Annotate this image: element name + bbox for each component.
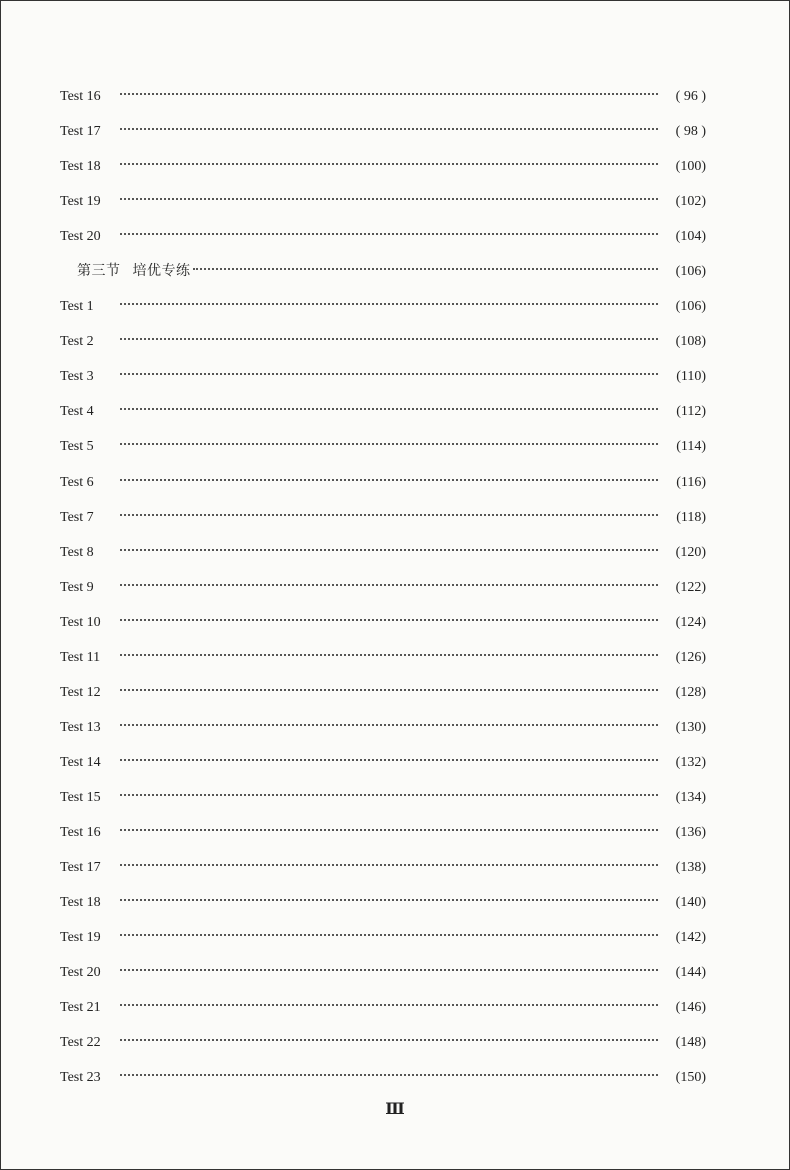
toc-entry[interactable]	[60, 850, 706, 885]
toc-entry[interactable]	[60, 219, 706, 254]
toc-entry-page: (118)	[676, 509, 706, 525]
toc-entry-page: (128)	[675, 684, 706, 700]
toc-entry[interactable]	[60, 500, 706, 535]
toc-entry-page: (150)	[675, 1070, 706, 1086]
toc-entry[interactable]	[60, 640, 706, 675]
toc-entry-page: (140)	[675, 895, 706, 911]
toc-entry[interactable]	[60, 605, 706, 640]
toc-entry[interactable]	[60, 535, 706, 570]
dot-leader	[120, 128, 658, 130]
toc-entry-title: Test 8	[60, 544, 94, 560]
dot-leader	[120, 408, 658, 410]
toc-entry-page: (136)	[675, 824, 706, 840]
toc-entry[interactable]	[60, 1025, 706, 1060]
toc-entry-title: Test 17	[60, 124, 101, 140]
dot-leader	[120, 864, 658, 866]
dot-leader	[120, 514, 658, 516]
dot-leader	[120, 479, 658, 481]
toc-entry[interactable]	[60, 780, 706, 815]
dot-leader	[120, 689, 658, 691]
toc-entry[interactable]	[60, 570, 706, 605]
toc-entry-page: ( 96 )	[675, 89, 706, 104]
toc-entry-title: Test 19	[60, 194, 101, 210]
toc-entry[interactable]	[60, 955, 706, 990]
toc-entry[interactable]	[60, 359, 706, 394]
toc-entry[interactable]	[60, 149, 706, 184]
toc-entry-title: Test 20	[60, 965, 101, 981]
toc-entry-page: (126)	[675, 649, 706, 665]
toc-entry-page: (114)	[676, 439, 706, 455]
section-name: 培优专练	[132, 264, 191, 280]
dot-leader	[120, 1074, 658, 1076]
dot-leader	[120, 163, 658, 165]
toc-entry-title: Test 13	[60, 719, 101, 735]
toc-entry-page: (106)	[675, 299, 706, 315]
table-of-contents	[60, 79, 706, 1095]
toc-entry-page: (100)	[675, 159, 706, 175]
dot-leader	[120, 619, 658, 621]
toc-entry-title: Test 2	[60, 334, 94, 350]
toc-entry-page: (102)	[675, 194, 706, 210]
dot-leader	[120, 373, 658, 375]
toc-entry[interactable]	[60, 289, 706, 324]
dot-leader	[120, 794, 658, 796]
toc-entry[interactable]	[60, 114, 706, 149]
toc-entry-page: (144)	[675, 965, 706, 981]
toc-entry-page: (120)	[675, 544, 706, 560]
dot-leader	[120, 1039, 658, 1041]
toc-entry-title: Test 14	[60, 754, 101, 770]
dot-leader	[120, 829, 658, 831]
toc-entry[interactable]	[60, 815, 706, 850]
dot-leader	[120, 654, 658, 656]
toc-entry-title: Test 3	[60, 369, 94, 385]
toc-entry-page: (148)	[675, 1035, 706, 1051]
toc-entry-title: Test 18	[60, 895, 101, 911]
dot-leader	[120, 584, 658, 586]
dot-leader	[120, 934, 658, 936]
toc-entry-title: Test 16	[60, 89, 101, 104]
toc-entry-title: Test 1	[60, 299, 94, 315]
toc-entry-page: (116)	[676, 474, 706, 490]
toc-entry-page: (130)	[675, 719, 706, 735]
toc-entry-page: (146)	[675, 1000, 706, 1016]
dot-leader	[120, 759, 658, 761]
toc-entry-page: (112)	[676, 404, 706, 420]
toc-entry-title: Test 18	[60, 159, 101, 175]
toc-entry-title: Test 5	[60, 439, 94, 455]
section-title	[60, 254, 191, 289]
toc-entry[interactable]	[60, 465, 706, 500]
toc-entry-title: Test 20	[60, 229, 101, 245]
toc-entry[interactable]	[60, 184, 706, 219]
dot-leader	[120, 198, 658, 200]
dot-leader	[120, 443, 658, 445]
toc-entry-page: ( 98 )	[675, 124, 706, 140]
toc-entry-title: Test 11	[60, 649, 101, 665]
toc-entry[interactable]	[60, 394, 706, 429]
toc-entry[interactable]	[60, 990, 706, 1025]
toc-entry-page: (132)	[675, 754, 706, 770]
dot-leader	[120, 549, 658, 551]
toc-entry-title: Test 21	[60, 1000, 101, 1016]
section-number: 第三节	[77, 264, 121, 280]
toc-entry-title: Test 12	[60, 684, 101, 700]
toc-entry-page: (110)	[676, 369, 706, 385]
toc-entry[interactable]	[60, 920, 706, 955]
toc-entry-title: Test 15	[60, 789, 101, 805]
toc-section-heading[interactable]	[60, 254, 706, 289]
dot-leader	[120, 233, 658, 235]
toc-entry-page: (104)	[675, 229, 706, 245]
toc-entry-title: Test 19	[60, 930, 101, 946]
toc-entry-page: (138)	[675, 860, 706, 876]
toc-entry-page: (122)	[675, 579, 706, 595]
toc-entry[interactable]	[60, 745, 706, 780]
toc-entry-page: (142)	[675, 930, 706, 946]
dot-leader	[120, 899, 658, 901]
toc-entry[interactable]	[60, 324, 706, 359]
dot-leader	[120, 1004, 658, 1006]
toc-entry-page: (106)	[675, 264, 706, 280]
dot-leader	[120, 93, 658, 95]
toc-entry-title: Test 4	[60, 404, 94, 420]
toc-entry-title: Test 17	[60, 860, 101, 876]
toc-entry-title: Test 16	[60, 824, 101, 840]
toc-entry-title: Test 22	[60, 1035, 101, 1051]
toc-entry[interactable]	[60, 79, 706, 114]
toc-entry[interactable]	[60, 429, 706, 464]
toc-entry-title: Test 6	[60, 474, 94, 490]
toc-entry-page: (134)	[675, 789, 706, 805]
toc-entry-title: Test 10	[60, 614, 101, 630]
toc-entry[interactable]	[60, 1060, 706, 1095]
toc-entry[interactable]	[60, 675, 706, 710]
toc-entry-title: Test 7	[60, 509, 94, 525]
dot-leader	[193, 268, 659, 270]
toc-entry-title: Test 9	[60, 579, 94, 595]
toc-entry[interactable]	[60, 885, 706, 920]
dot-leader	[120, 303, 658, 305]
dot-leader	[120, 338, 658, 340]
dot-leader	[120, 969, 658, 971]
page-number-footer: Ⅲ	[385, 1101, 405, 1118]
toc-entry-page: (108)	[675, 334, 706, 350]
toc-entry[interactable]	[60, 710, 706, 745]
dot-leader	[120, 724, 658, 726]
toc-entry-page: (124)	[675, 614, 706, 630]
toc-entry-title: Test 23	[60, 1070, 101, 1086]
